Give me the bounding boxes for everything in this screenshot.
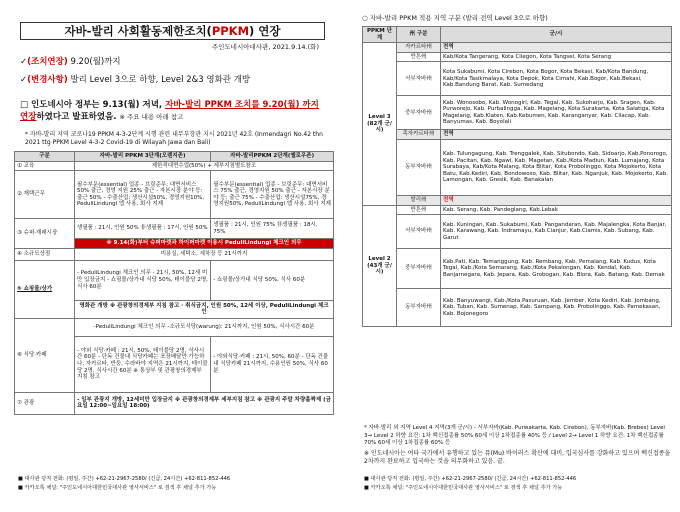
- col-header-level: PPKM 단계: [363, 27, 397, 43]
- table-row: 중부자바州 Kab. Wonosobo, Kab. Wonogiri, Kab. Tegal, Kab. Sukoharjo, Kab. Sragen, Kab. Purworejo, Kab. Purbalingga, Kab. Magelang, Kota Surakarta, Kota Salatiga, Kota Magelang, Kab.Klaten, Kab.Kebumen, Kab. Karanganyar, Kab. Cilacap, Kab. Banyumas, Kab. Boyolali: [363, 96, 672, 130]
- table-row: 족자카르타州 전역: [363, 130, 672, 140]
- col-header-province: 州 구분: [397, 27, 441, 43]
- table-row: 서부자바州 Kab. Kuningan, Kab. Sukabumi, Kab. Pangandaran, Kab. Majalengka, Kota Banjar, Kab. Karawang, Kab. Indramayu, Kab.Cianjur, Kab.Ciamis, Kab. Subang, Kab. Garut: [363, 215, 672, 249]
- document-subtitle: 주인도네시아대사관, 2021.9.14.(화): [211, 43, 319, 51]
- check-item-changes: ✓(변경사항) 발리 Level 3으로 하향, Level 2&3 영화관 개방: [20, 75, 251, 85]
- col-header-level3: 자바-발리 PPKM 3단계(오렌지존): [75, 152, 211, 162]
- intro-paragraph: □ 인도네시아 정부는 9.13(월) 저녁, 자바-발리 PPKM 조치를 9.20(월) 까지 연장하였다고 발표하였음. ※ 주요 내용 아래 참고: [20, 100, 319, 122]
- table-row: 반튼州 Kab/Kota Tangerang, Kota Cilegon, Kota Tangsel, Kota Serang: [363, 52, 672, 62]
- table-row: 동부자바州 Kab. Tulungagung, Kab. Trenggalek, Kab. Situbondo, Kab. Sidoarjo, Kab.Ponorogo, Kab. Pacitan, Kab. Ngawi, Kab. Magetan, Kab./Kota Madiun, Kab. Lumajang, Kota Surabaya, Kab/Kota Malang, Kota Blitar, Kota Probolinggo, Kota Mojokerto, Kota Batu, Kab.Kediri, Kab. Bondowoso, Kab. Blitar, Kab. Nganjuk, Kab. Mojokerto, Kab. Lamongan, Kab. Gresik, Kab. Banakalan: [363, 139, 672, 195]
- col-header-city: 군/시: [441, 27, 672, 43]
- region-table: [362, 26, 672, 327]
- table-row: - 야외 식당·카페 : 21시, 50%, 테이블당 2명, 식사시간 60분 - 단독 건물내 식당카페는 포장배달만 가능하나, 자카르타, 반둥, 수라바야 지역은 21시까지, 테이블당 2명, 식사시간 60분 ※ 통상부 및 관광창의경제부 지침 참고 - 야외식당·카페 : 21시, 50%, 60분 - 단독 건물내 식당카페 21시까지, 수용인원 50%, 식사 60분: [15, 336, 334, 392]
- kakao-channel: ■ 카카오톡 채널: "주인도네시아대한민국대사관 영사서비스" 로 검색 후 채널 추가 가능: [364, 485, 563, 491]
- level-notes: * 자바·발리 외 지역 Level 4 지역(3개 군/시) - 서부자바(Kab. Purwakarta, Kab. Cirebon), 동부자바(Kab. Brebes) Level 3→ Level 2 하향 요건: 1차 백신접종률 50% 60세 이상 1차접종률 40% 등 / Level 2→ Level 1 하향 요건: 1차 백신접종률 70% 60세 이상 1차접종률 60% 등: [364, 425, 665, 446]
- legal-reference: * 자바-발리 지역 코로나19 PPKM 4-3-2단계 시행 관련 내무부장관 지시 2021년 42호 (Inmendagri No.42 thn 2021 ttg PPKM Level 4-3-2 Covid-19 di Wilayah Jawa dan Bali): [25, 131, 323, 146]
- measures-table: [14, 151, 334, 415]
- table-row: ② 재택근무 필수부문(essential) 업종 - 브릿준무: 대면서비스 50% 출근, 경영 지원 25% 출근 - 자본시장 분야 등: 출근 50% - 수출산업: 생산시설50%, 경영지원10%, PeduliLindungi 앱 사용, 회사 지제 필수부문(essential) 업종 - 브릿준무: 대면서비스 75% 출근, 경영지원 50% 출근 - 자본시장 분야 등: 출근 75% - 수출산업: 생산시설75%, 경영지원50%, PeduliLindungi 앱 사용, 회사 지제: [15, 171, 334, 219]
- check-item-extension: ✓(조치연장) 9.20(월)까지: [20, 57, 121, 67]
- col-header-level2: 자바-발리PPKM 2단계(옐로우존): [211, 152, 334, 162]
- embassy-phone: ■ 대사관 당직 전화: (평일, 주간) +62-21-2967-2580/ (긴급, 24시간) +62-811-852-446: [18, 476, 231, 482]
- right-page: [352, 0, 680, 512]
- table-row: ③ 슈퍼·재래시장 생필품 : 21시, 인원 50% 非생필품 : 17시, 인원 50% 생필품 : 21시, 인원 75% 非생필품 : 18시, 75%: [15, 219, 334, 239]
- document-title: 자바-발리 사회활동제한조치(PPKM) 연장: [20, 22, 325, 40]
- kakao-channel: ■ 카카오톡 채널: "주인도네시아대한민국대사관 영사서비스" 로 검색 후 채널 추가 가능: [18, 485, 217, 491]
- table-row: 발리州 전역: [363, 195, 672, 205]
- table-row: ⑥ 식당·카페 -PeduliLindungi 체크인 의무 -소규모식당(warung): 21시까지, 인원 50%, 식사시간 60분: [15, 318, 334, 336]
- table-row: 동부자바州 Kab. Banyuwangi, Kab./Kota Pasuruan, Kab. Jember, Kota Kediri, Kab. Jombang, Kab. Tuban, Kab. Sumenap, Kab. Sampang, Kab. Probolinggo, Kab. Pamekasan, Kab. Bojonegoro: [363, 289, 672, 327]
- table-row: ※ 9.14(화)부터 슈퍼마켓과 하이퍼마켓 이용시 PeduliLindungi 체크인 의무: [15, 239, 334, 249]
- table-row: ① 교육 제한적대면수업(50%) + 세부지침별도참조: [15, 161, 334, 171]
- table-row: ④ 소규모상점 미용실, 세탁소, 세차장 등 21시까지: [15, 248, 334, 260]
- table-row: Level 3 (82개 군/시) 자카르타州 전역: [363, 43, 672, 53]
- mu-variant-note: ※ 인도네시아는 여타 국가에서 유행하고 있는 뮤(Mu) 바이러스 확산에 대비, 입국심사를 강화하고 있으며 백신접종을 2차까지 완료하고 입국하는 것을 의무화하고 있음. 끝.: [364, 450, 671, 465]
- table-row: ⑦ 관광 - 일부 관광지 개방, 12세미만 입장금지 ※ 관광창의경제부 세부지침 참고 ※ 관광지 주말 차량홀짝제 (금요일 12:00~일요일 18:00): [15, 392, 334, 414]
- embassy-phone: ■ 대사관 당직 전화: (평일, 주간) +62-21-2967-2580/ (긴급, 24시간) +62-811-852-446: [364, 476, 577, 482]
- col-header-category: 구분: [15, 152, 75, 162]
- table-row: Level 2 (43개 군/시) 반튼州 Kab. Serang, Kab. Pandeglang, Kab.Lebak: [363, 205, 672, 215]
- table-row: 영화관 개방 ※ 관광창의경제부 지침 참고 · 취식금지, 인원 50%, 12세 이상, PeduliLindungi 체크인: [15, 300, 334, 318]
- table-row: 서부자바州 Kota Sukabumi, Kota Cirebon, Kota Bogor, Kota Bekasi, Kab/Kota Bandung, Kab/Kota Tasikmalaya, Kota Depok, Kota Cimahi, Kab.Bogor, Kab.Bekasi, Kab.Bandung Barat, Kab. Sumedang: [363, 62, 672, 96]
- table-row: ⑤ 쇼핑몰/상가 - PeduliLindungi 체크인 의무 - 21시, 50%, 12세 미만 입장금지 - 쇼핑몰/상가내 식당 50%, 테이블당 2명, 식사 60분 - 쇼핑몰/상가내 식당 50%, 식사 60분: [15, 260, 334, 300]
- table-row: 중부자바州 Kab.Pati, Kab. Temanggung, Kab. Rembang, Kab. Pemalang, Kab. Kudus, Kota Tegal, Kab./Kota Semarang, Kab./Kota Pekalongan, Kab. Kendal, Kab. Banjarnegara, Kab. Jepara, Kab. Grobogan, Kab. Blora, Kab. Batang, Kab. Demak: [363, 249, 672, 289]
- region-table-heading: ○ 자바-발리 PPKM 적용 지역 구분 (발리 전역 Level 3으로 하향): [362, 14, 548, 22]
